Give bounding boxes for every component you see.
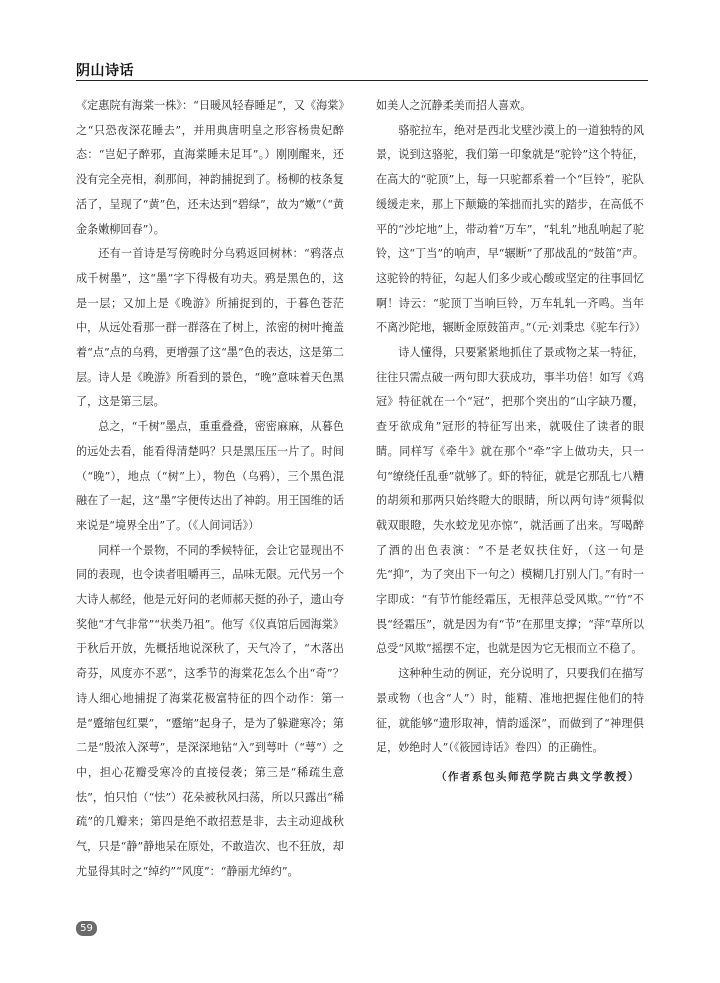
paragraph: 《定惠院有海棠一株》：“日暖风轻春睡足”，又《海棠》之“只恐夜深花睡去”，并用典唐明皇之形容杨贵妃醉态：“岂妃子醉邪，直海棠睡未足耳”。）刚刚醒来，还没有完全亮相，刹那间，神韵捕捉到了。杨柳的枝条复活了，呈现了“黄”色，还未达到“碧绿”，故为“嫩”（“黄金条嫩柳回春”）。 [76, 99, 344, 236]
left-text-column [76, 94, 344, 885]
header-divider [76, 80, 648, 81]
paragraph: 诗人懂得，只要紧紧地抓住了景或物之某一特征，往往只需点破一两句即大获成功，事半功倍！如写《鸡冠》特征就在一个“冠”，把那个突出的“山字缺乃覆，查牙欲成角”冠形的特征写出来，就吸住了读者的眼睛。同样写《牵牛》就在那个“牵”字上做功夫，只一句“缭绕任乱垂”就够了。虾的特征，就是它那乱七八糟的胡须和那两只始终瞪大的眼睛，所以两句诗“须髯似戟双眼瞪，失水蛟龙见亦惊”，就活画了出来。写喝醉了酒的出色表演：“不是老奴扶住好，（这一句是先“抑”，为了突出下一句之）模糊几打别人门。”有时一字即成：“有节竹能经霜压，无根萍总受风欺。”“竹”不畏“经霜压”，就是因为有“节”在那里支撑；“萍”草所以总受“风欺”摇摆不定，也就是因为它无根而立不稳了。 [376, 346, 644, 656]
page-number-badge: 59 [76, 921, 97, 936]
paragraph: 总之，“千树”墨点，重重叠叠，密密麻麻，从暮色的远处去看，能看得清楚吗？只是黑压压一片了。时间（“晚”），地点（“树”上），物色（乌鸦），三个黑色混融在了一起，这“墨”字便传达出了神韵。用王国维的话来说是“境界全出”了。（《人间词话》） [76, 420, 344, 532]
paragraph: 如美人之沉静柔美而招人喜欢。 [376, 99, 532, 112]
paragraph: 还有一首诗是写傍晚时分乌鸦返回树林：“鸦落点成千树墨”，这“墨”字下得极有功夫。鸦是黑色的，这是一层；又加上是《晚游》所捕捉到的，于暮色苍茫中，从远处看那一群一群落在了树上，浓密的树叶掩盖着“点”点的乌鸦，更增强了这“墨”色的表达，这是第二层。诗人是《晚游》所看到的景色，“晚”意味着天色黑了，这是第三层。 [76, 247, 344, 409]
paragraph: 骆驼拉车，绝对是西北戈壁沙漠上的一道独特的风景，说到这骆驼，我们第一印象就是“驼铃”这个特征，在高大的“驼顶”上，每一只驼都系着一个“巨铃”，驼队缓缓走来，那上下颠簸的笨拙而扎实的踏步，在高低不平的“沙坨地”上，带动着“万车”，“轧轧”地乱响起了驼铃，这“丁当”的响声，早“辗断”了那战乱的“鼓笛”声。这驼铃的特征，勾起人们多少或心酸或坚定的往事回忆啊！诗云：“驼顶丁当响巨铃，万车轧轧一齐鸣。当年不离沙陀地，辗断金原鼓笛声。”（元·刘秉忠《驼车行》） [376, 123, 646, 335]
right-text-column [376, 94, 644, 790]
paragraph: 这种种生动的例证，充分说明了，只要我们在描写景或物（也含“人”）时，能精、准地把握住他们的特征，就能够“遗形取神，情韵遥深”，而做到了“神理俱足，妙绝时人”（《筱园诗话》卷四）的正确性。 [376, 667, 644, 755]
author-signature: （作者系包头师范学院古典文学教授） [436, 770, 640, 783]
page-header-title: 阴山诗话 [76, 63, 134, 79]
paragraph: 同样一个景物，不同的季候特征，会让它显现出不同的表现，也令读者咀嚼再三，品味无限。元代另一个大诗人郝经，他是元好问的老师郝天挺的孙子，遗山夸奖他“才气非常”“状类乃祖”。他写《仪真馆后园海棠》于秋后开放，先概括地说深秋了，天气冷了，“木落出奇芬，风度亦不恶”，这季节的海棠花怎么个出“奇”？诗人细心地捕捉了海棠花极富特征的四个动作：第一是“蹙缩包红粟”，“蹙缩”起身子，是为了躲避寒冷；第二是“殷浓入深萼”，是深深地钻“入”到萼叶（“萼”）之中，担心花瓣受寒冷的直接侵袭；第三是“稀疏生意怯”，怕只怕（“怯”）花朵被秋风扫荡，所以只露出“稀疏”的几瓣来；第四是绝不敢招惹是非，去主动迎战秋气，只是“静”静地呆在原处，不敢造次、也不狂放，却尤显得其时之“绰约”“风度”：“静丽尤绰约”。 [76, 543, 344, 878]
